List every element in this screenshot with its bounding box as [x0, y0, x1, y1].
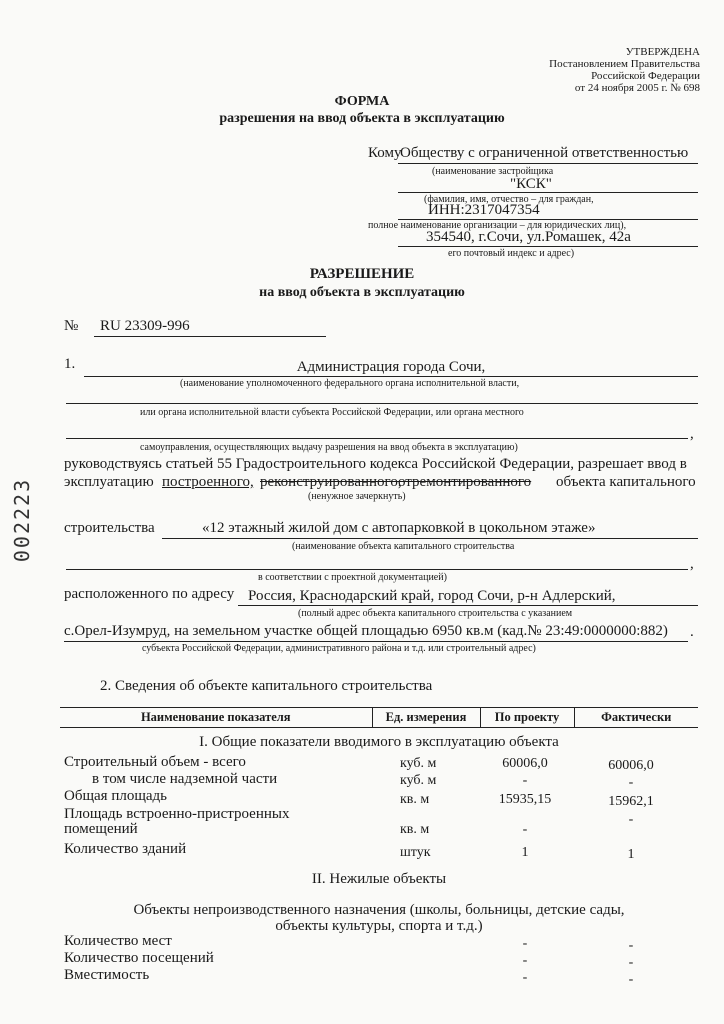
row-unit: куб. м [400, 756, 437, 771]
recipient-caption-1: (наименование застройщика [432, 166, 554, 177]
address-end-dot: . [690, 624, 694, 640]
header-indicator: Наименование показателя [60, 708, 372, 728]
permit-number-label: № [64, 318, 79, 334]
row-plan: - [522, 936, 528, 951]
issuing-authority: Администрация города Сочи, [296, 359, 486, 375]
authority-caption-3: самоуправления, осуществляющих выдачу разрешения на ввод объекта в эксплуатацию) [140, 442, 518, 453]
row-plan: - [522, 773, 528, 788]
address-line-1: Россия, Краснодарский край, город Сочи, р-н Адлерский, [248, 588, 616, 604]
row-unit: штук [400, 845, 431, 860]
recipient-inn: ИНН:2317047354 [428, 202, 540, 218]
header-actual: Фактически [574, 708, 698, 728]
side-stamp-number: 002223 [10, 477, 34, 563]
guidance-text-2-start: эксплуатацию [64, 474, 154, 490]
guidance-text-1: руководствуясь статьей 55 Градостроительного кодекса Российской Федерации, разрешает ввод в [64, 456, 687, 472]
comma-2: , [690, 556, 694, 572]
row-plan: - [522, 953, 528, 968]
row-name: в том числе надземной части [92, 771, 278, 787]
row-fact: - [628, 775, 634, 790]
object-name: «12 этажный жилой дом с автопарковкой в цокольном этаже» [202, 520, 596, 536]
address-line-2: с.Орел-Изумруд, на земельном участке общей площадью 6950 кв.м (кад.№ 23:49:0000000:882) [64, 623, 668, 639]
permit-number: RU 23309-996 [100, 318, 190, 334]
form-subtitle: разрешения на ввод объекта в эксплуатацию [219, 111, 505, 126]
row-fact: 1 [627, 847, 635, 862]
section-2-title: 2. Сведения об объекте капитального строительства [100, 678, 433, 694]
section-1-number: 1. [64, 356, 76, 372]
recipient-label: Кому [368, 145, 402, 161]
row-name: Общая площадь [64, 788, 168, 804]
row-fact: - [628, 955, 634, 970]
row-name: Площадь встроенно-пристроенных [64, 806, 290, 822]
indicators-table [60, 707, 698, 728]
row-plan: 15935,15 [498, 792, 552, 807]
row-fact: - [628, 972, 634, 987]
row-name: Количество посещений [64, 950, 214, 966]
row-unit: кв. м [400, 822, 430, 837]
row-plan: 1 [521, 845, 529, 860]
group-1-heading: I. Общие показатели вводимого в эксплуатацию объекта [199, 734, 559, 750]
recipient-caption-4: его почтовый индекс и адрес) [448, 248, 575, 259]
construction-label: строительства [64, 520, 155, 536]
permit-subtitle: на ввод объекта в эксплуатацию [259, 285, 465, 300]
option-repaired: отремонтированного [398, 474, 532, 490]
authority-caption-2: или органа исполнительной власти субъекта Российской Федерации, или органа местного [140, 407, 524, 418]
comma-1: , [690, 426, 694, 442]
row-fact: - [628, 812, 634, 827]
group-2-heading: II. Нежилые объекты [311, 871, 447, 887]
permit-title: РАЗРЕШЕНИЕ [309, 266, 415, 282]
row-name: Количество мест [64, 933, 172, 949]
address-caption-2: субъекта Российской Федерации, административного района и т.д. или строительный адрес) [142, 643, 536, 654]
row-plan: 60006,0 [502, 756, 548, 771]
row-name: помещений [64, 821, 138, 837]
recipient-address: 354540, г.Сочи, ул.Ромашек, 42а [426, 229, 631, 245]
row-name: Вместимость [64, 967, 150, 983]
recipient-caption-2: (фамилия, имя, отчество – для граждан, [424, 194, 594, 205]
row-name: Количество зданий [64, 841, 187, 857]
row-unit: куб. м [400, 773, 437, 788]
header-unit: Ед. измерения [372, 708, 480, 728]
row-unit: кв. м [400, 792, 430, 807]
recipient-name-2: "КСК" [510, 176, 552, 192]
group-2-subheading-2: объекты культуры, спорта и т.д.) [275, 918, 483, 934]
row-plan: - [522, 822, 528, 837]
row-fact: 60006,0 [608, 758, 654, 773]
group-2-subheading-1: Объекты непроизводственного назначения (школы, больницы, детские сады, [133, 902, 625, 918]
approval-line-4: от 24 ноября 2005 г. № 698 [574, 82, 700, 94]
location-label: расположенного по адресу [64, 586, 235, 602]
option-built: построенного, [162, 474, 254, 490]
authority-caption-1: (наименование уполномоченного федерального органа исполнительной власти, [180, 378, 520, 389]
row-fact: - [628, 938, 634, 953]
project-doc-caption: в соответствии с проектной документацией) [258, 572, 447, 583]
option-reconstructed: реконструированного, [260, 474, 402, 490]
row-fact: 15962,1 [608, 794, 654, 809]
row-plan: - [522, 970, 528, 985]
guidance-text-2-end: объекта капитального [556, 474, 696, 490]
approval-line-3: Российской Федерации [591, 70, 700, 82]
approval-line-2: Постановлением Правительства [549, 58, 700, 70]
strike-caption: (ненужное зачеркнуть) [308, 491, 406, 502]
form-title: ФОРМА [334, 94, 390, 109]
recipient-caption-3: полное наименование организации – для юридических лиц), [368, 220, 627, 231]
header-planned: По проекту [480, 708, 574, 728]
recipient-name: Обществу с ограниченной ответственностью [400, 145, 689, 161]
row-name: Строительный объем - всего [64, 754, 246, 770]
object-caption: (наименование объекта капитального строительства [292, 541, 515, 552]
approval-line-1: УТВЕРЖДЕНА [625, 46, 700, 58]
address-caption-1: (полный адрес объекта капитального строительства с указанием [298, 608, 573, 619]
